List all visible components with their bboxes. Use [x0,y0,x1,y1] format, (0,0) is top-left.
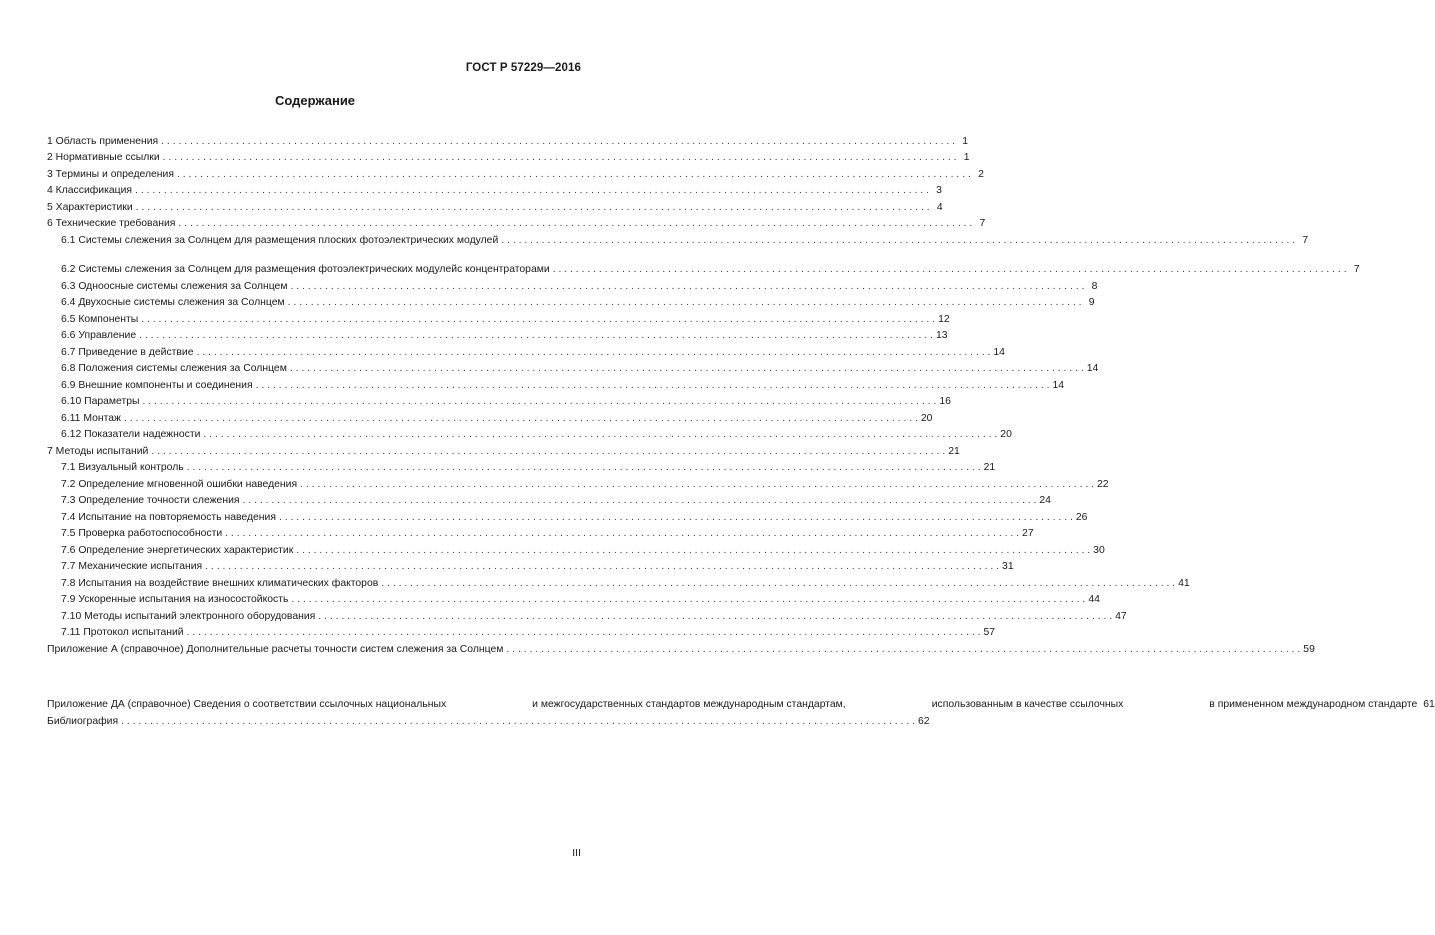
toc-entry-title: 6.1 Системы слежения за Солнцем для размещения плоских фотоэлектрических модулей [61,234,499,246]
toc-entry-title: 7.6 Определение энергетических характеристик [61,544,294,556]
dot-leader [506,643,1300,656]
dot-leader [225,527,1019,540]
toc-entry[interactable] [47,197,943,214]
toc-entry-page: 30 [1093,544,1105,556]
toc-entry-page: 8 [1091,280,1098,292]
dot-leader [139,329,933,342]
toc-entry[interactable] [47,524,1034,541]
toc-entry-title: 7.9 Ускоренные испытания на износостойкость [61,594,289,605]
toc-entry[interactable] [47,656,1435,712]
dot-leader [187,461,981,474]
toc-entry[interactable] [47,458,996,475]
dot-leader [288,296,1082,309]
toc-entry-title: 7.4 Испытание на повторяемость наведения [61,511,276,523]
toc-entry-page: 22 [1096,478,1109,490]
toc-entry-page: 1 [963,152,970,163]
table-of-contents [47,131,1435,728]
toc-entry-page: 57 [983,627,996,638]
toc-entry-page: 47 [1115,610,1127,622]
toc-entry-title: 7.8 Испытания на воздействие внешних климатических факторов [61,577,379,589]
dot-leader [203,428,997,441]
toc-entry-title: 6.6 Управление [61,330,137,341]
toc-entry[interactable] [47,441,960,458]
toc-entry-page: 16 [939,396,951,407]
dot-leader [136,201,930,214]
dot-leader [151,445,945,458]
toc-entry-title: 7.7 Механические испытания [61,561,203,572]
toc-entry-page: 7 [979,218,986,229]
toc-entry-page: 2 [978,168,984,180]
toc-entry-page: 41 [1178,577,1190,589]
toc-entry-page: 7 [1302,234,1309,246]
toc-entry[interactable] [47,606,1127,623]
dot-leader [296,544,1090,557]
toc-entry-title-line: использованным в качестве ссылочных [931,699,1124,710]
dot-leader [143,395,937,408]
toc-entry-title-line: в примененном международном стандарте [1209,699,1418,710]
dot-leader [553,263,1347,276]
dot-leader [177,168,971,181]
toc-entry[interactable] [47,342,1005,359]
toc-entry-title: Библиография [47,715,119,727]
dot-leader [141,313,935,326]
page-title: Содержание [274,93,356,108]
dot-leader [318,610,1112,623]
toc-entry-page: 7 [1353,264,1360,275]
toc-entry-page: 62 [917,715,930,727]
dot-leader [256,379,1050,392]
page-number: III [572,847,581,859]
toc-entry-page: 1 [962,135,969,147]
toc-entry-title: 7.5 Проверка работоспособности [61,528,223,539]
dot-leader [135,184,929,197]
dot-leader [501,234,1295,247]
toc-entry[interactable] [47,131,969,148]
toc-entry-title: 7.10 Методы испытаний электронного оборудования [61,610,316,622]
toc-entry-title: 7.1 Визуальный контроль [61,462,184,473]
dot-leader [243,494,1037,507]
toc-entry[interactable] [47,639,1315,656]
toc-entry-title: 7.2 Определение мгновенной ошибки наведения [61,478,298,490]
toc-entry-page: 24 [1039,495,1051,506]
toc-entry-title: 2 Нормативные ссылки [47,152,160,163]
toc-entry-title: 6.3 Одноосные системы слежения за Солнцем [61,280,288,292]
toc-entry[interactable] [47,164,984,181]
toc-entry[interactable] [47,214,986,231]
toc-entry[interactable] [47,408,933,425]
toc-entry-page: 20 [1000,429,1012,440]
toc-entry[interactable] [47,247,1360,277]
toc-entry[interactable] [47,276,1098,293]
toc-entry-title: 6.8 Положения системы слежения за Солнцем [61,363,287,374]
toc-entry-title: 5 Характеристики [47,201,133,213]
dot-leader [161,135,955,148]
dot-leader [290,280,1084,293]
dot-leader [205,560,999,573]
toc-entry[interactable] [47,309,950,326]
toc-entry[interactable] [47,540,1105,557]
toc-entry-title: 4 Классификация [47,185,133,196]
toc-entry-page: 3 [936,185,942,196]
dot-leader [178,217,972,230]
toc-entry-page: 26 [1075,511,1088,523]
toc-entry-title: 6.11 Монтаж [61,412,121,424]
toc-entry-title: 6.9 Внешние компоненты и соединения [61,379,253,391]
dot-leader [300,478,1094,491]
dot-leader [381,577,1175,590]
toc-entry[interactable] [47,573,1190,590]
toc-entry[interactable] [47,557,1014,574]
dot-leader [124,412,918,425]
dot-leader [197,346,991,359]
toc-entry-page: 61 [1423,699,1435,710]
toc-entry-title: 6.5 Компоненты [61,313,139,325]
toc-entry-page: 21 [948,445,960,457]
toc-entry[interactable] [47,425,1012,442]
toc-entry-page: 14 [1052,379,1065,391]
toc-entry-page: 12 [938,313,950,325]
dot-leader [291,593,1085,606]
toc-entry-title: Приложение А (справочное) Дополнительные расчеты точности систем слежения за Солнцем [47,643,504,655]
dot-leader [279,511,1073,524]
toc-entry-title-line: и межгосударственных стандартов международным стандартам, [532,699,846,710]
toc-entry[interactable] [47,293,1095,310]
toc-entry-page: 20 [920,412,933,424]
toc-entry-title: 6.12 Показатели надежности [61,429,201,440]
toc-entry[interactable] [47,474,1109,491]
toc-entry-title-line: с концентраторами [457,264,550,275]
toc-entry[interactable] [47,148,970,165]
toc-entry-page: 14 [993,346,1005,358]
dot-leader [290,362,1084,375]
toc-entry[interactable] [47,491,1051,508]
toc-entry[interactable] [47,711,930,728]
toc-entry[interactable] [47,507,1088,524]
toc-entry[interactable] [47,590,1100,607]
toc-entry-page: 27 [1022,528,1034,539]
toc-entry-page: 21 [983,462,996,473]
toc-entry-title: 6.7 Приведение в действие [61,346,194,358]
toc-entry-title [61,263,550,276]
toc-entry[interactable] [47,359,1099,376]
toc-entry-title: 7 Методы испытаний [47,445,149,457]
toc-entry-title: 3 Термины и определения [47,168,174,180]
dot-leader [121,715,915,728]
toc-entry-page: 9 [1088,297,1095,308]
toc-entry-title: 6.10 Параметры [61,396,140,407]
toc-entry[interactable] [47,375,1065,392]
toc-entry-title: 1 Область применения [47,135,159,147]
toc-entry-title: 7.11 Протокол испытаний [61,627,184,638]
toc-entry-page: 14 [1086,363,1099,374]
dot-leader [187,626,981,639]
toc-entry-title-line: 6.2 Системы слежения за Солнцем для размещения фотоэлектрических модулей [61,264,458,275]
toc-entry-title: 7.3 Определение точности слежения [61,495,240,506]
toc-entry-title [47,698,1417,711]
toc-entry[interactable] [47,392,951,409]
toc-entry-page: 59 [1303,643,1315,655]
document-id: ГОСТ Р 57229—2016 [465,62,581,74]
toc-entry-title: 6 Технические требования [47,218,176,229]
toc-entry-title-line: Приложение ДА (справочное) Сведения о соответствии ссылочных национальных [47,699,447,710]
toc-entry[interactable] [47,230,1309,247]
toc-entry[interactable] [47,623,996,640]
toc-entry-page: 13 [935,330,948,341]
toc-entry[interactable] [47,326,948,343]
toc-entry-title: 6.4 Двухосные системы слежения за Солнцем [61,297,285,308]
dot-leader [163,151,957,164]
toc-entry-page: 44 [1088,594,1100,605]
toc-entry[interactable] [47,181,942,198]
toc-entry-page: 31 [1002,561,1014,572]
toc-entry-page: 4 [936,201,943,213]
